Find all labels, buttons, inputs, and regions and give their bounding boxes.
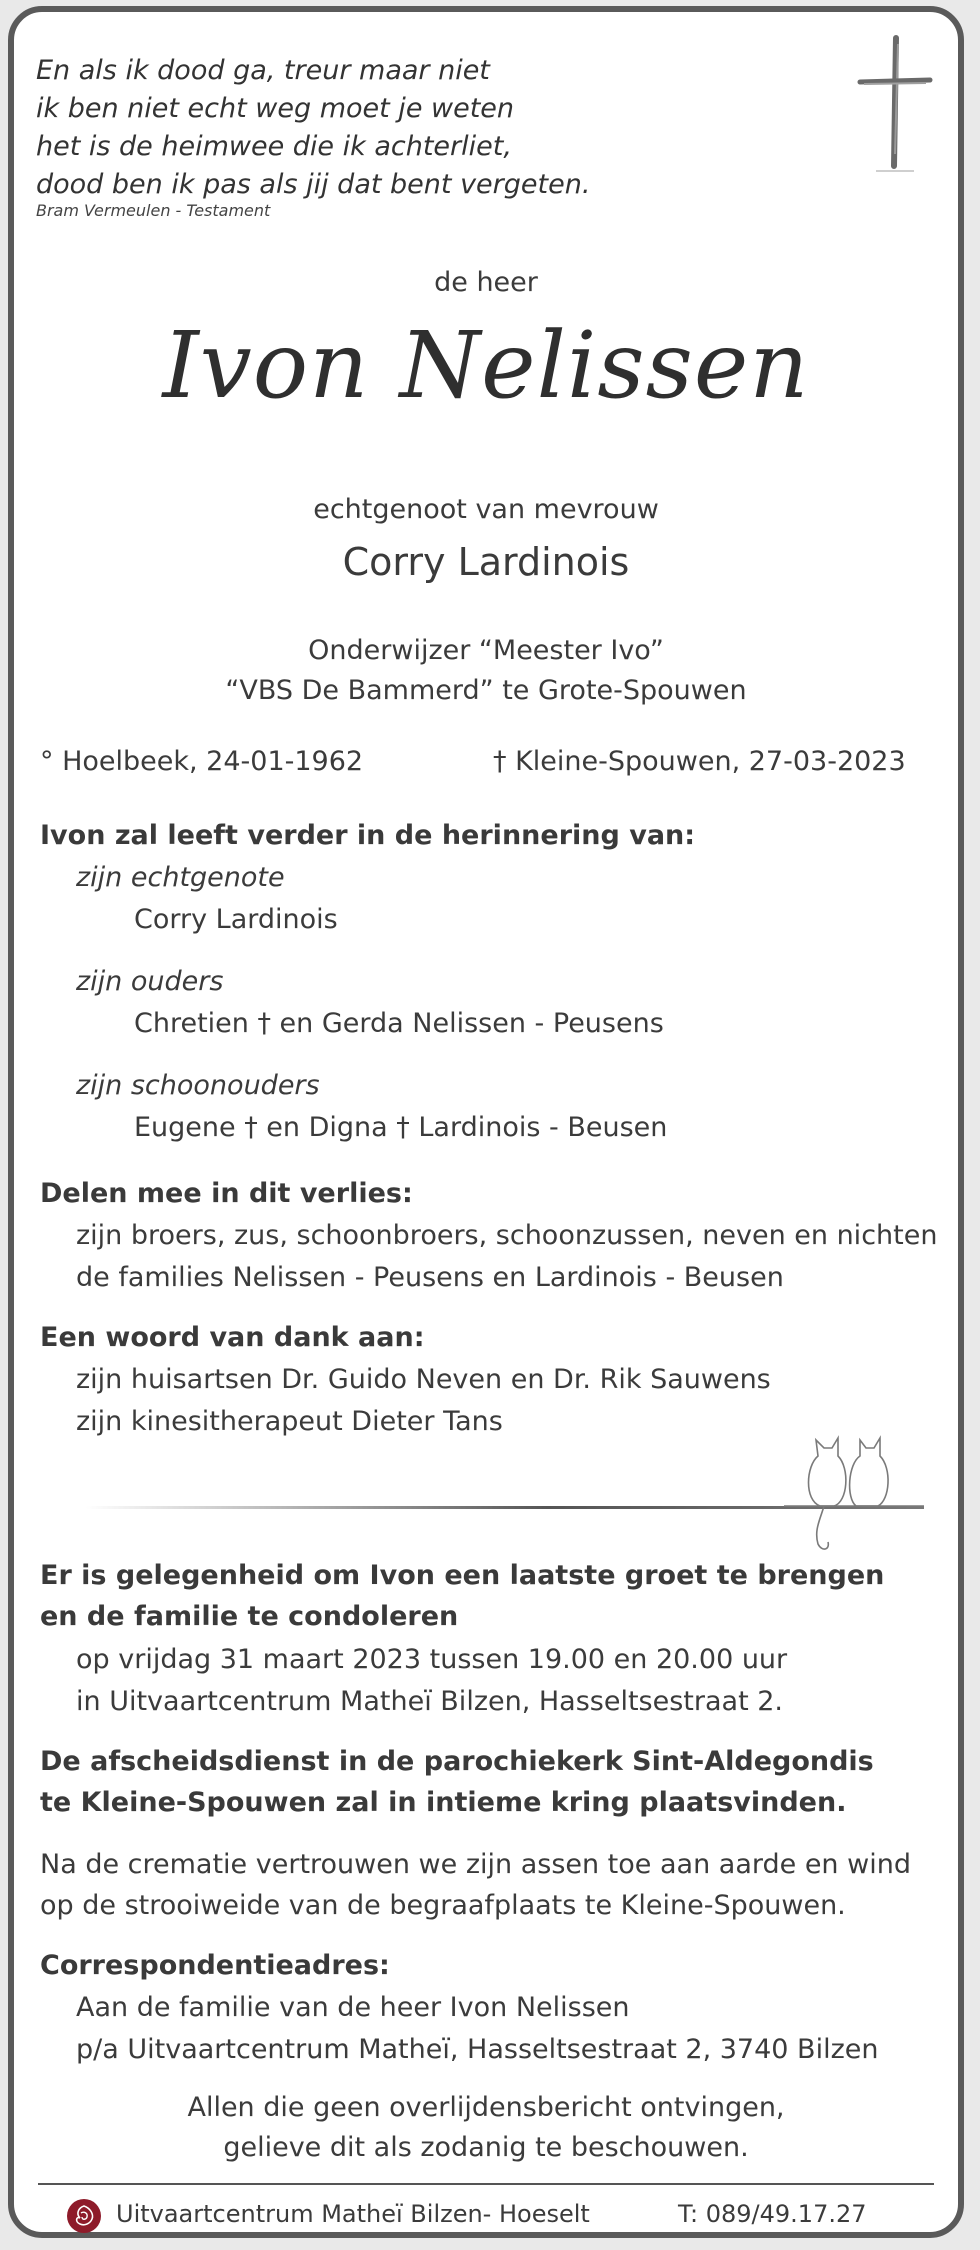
share-line: de families Nelissen - Peusens en Lardinois - Beusen <box>76 1262 784 1293</box>
spouse-name: Corry Lardinois <box>342 540 630 584</box>
visitation-heading: Er is gelegenheid om Ivon een laatste groet te brengen <box>40 1560 885 1591</box>
memory-role: zijn schoonouders <box>76 1070 320 1101</box>
thanks-line: zijn kinesitherapeut Dieter Tans <box>76 1406 503 1437</box>
memory-names: Eugene † en Digna † Lardinois - Beusen <box>134 1112 668 1143</box>
cats-illustration <box>784 1410 924 1560</box>
service-line: te Kleine-Spouwen zal in intieme kring plaatsvinden. <box>40 1787 847 1818</box>
spouse-intro: echtgenoot van mevrouw <box>313 494 659 525</box>
poem-line: En als ik dood ga, treur maar niet <box>36 55 490 86</box>
visitation-heading: en de familie te condoleren <box>40 1601 459 1632</box>
title-prefix: de heer <box>434 267 538 298</box>
poem-line: ik ben niet echt weg moet je weten <box>36 93 515 124</box>
poem <box>36 52 590 204</box>
visitation-line: in Uitvaartcentrum Matheï Bilzen, Hasseltsestraat 2. <box>76 1686 784 1717</box>
poem-line: dood ben ik pas als jij dat bent vergeten. <box>36 169 591 200</box>
occupation-line: “VBS De Bammerd” te Grote-Spouwen <box>225 675 747 706</box>
memory-role: zijn echtgenote <box>76 862 285 893</box>
visitation-line: op vrijdag 31 maart 2023 tussen 19.00 en 20.00 uur <box>76 1644 788 1675</box>
cremation-line: op de strooiweide van de begraafplaats te Kleine-Spouwen. <box>40 1890 846 1921</box>
footer-company: Uitvaartcentrum Matheï Bilzen- Hoeselt <box>116 2200 590 2228</box>
correspondence-line: p/a Uitvaartcentrum Matheï, Hasseltsestraat 2, 3740 Bilzen <box>76 2034 879 2065</box>
cremation-line: Na de crematie vertrouwen we zijn assen toe aan aarde en wind <box>40 1849 911 1880</box>
poem-line: het is de heimwee die ik achterliet, <box>36 131 512 162</box>
thanks-heading: Een woord van dank aan: <box>40 1322 425 1353</box>
service-line: De afscheidsdienst in de parochiekerk Sint-Aldegondis <box>40 1746 874 1777</box>
correspondence-heading: Correspondentieadres: <box>40 1950 390 1981</box>
occupation-line: Onderwijzer “Meester Ivo” <box>308 635 664 666</box>
footer-rule <box>38 2183 934 2185</box>
share-heading: Delen mee in dit verlies: <box>40 1178 413 1209</box>
footer-phone: T: 089/49.17.27 <box>678 2200 867 2228</box>
rose-logo-icon <box>66 2198 102 2234</box>
thanks-line: zijn huisartsen Dr. Guido Neven en Dr. Rik Sauwens <box>76 1364 771 1395</box>
correspondence-line: Aan de familie van de heer Ivon Nelissen <box>76 1992 630 2023</box>
memory-heading: Ivon zal leeft verder in de herinnering van: <box>40 820 696 851</box>
obituary-card <box>8 6 964 2238</box>
closing-line: gelieve dit als zodanig te beschouwen. <box>223 2132 749 2163</box>
death-info: † Kleine-Spouwen, 27-03-2023 <box>493 746 906 777</box>
birth-info: ° Hoelbeek, 24-01-1962 <box>40 746 364 777</box>
poem-source: Bram Vermeulen - Testament <box>36 201 271 220</box>
cross-icon <box>854 34 934 174</box>
share-line: zijn broers, zus, schoonbroers, schoonzussen, neven en nichten <box>76 1220 938 1251</box>
closing-line: Allen die geen overlijdensbericht ontvingen, <box>187 2092 785 2123</box>
memory-names: Corry Lardinois <box>134 904 338 935</box>
memory-names: Chretien † en Gerda Nelissen - Peusens <box>134 1008 664 1039</box>
deceased-name: Ivon Nelissen <box>162 312 810 419</box>
memory-role: zijn ouders <box>76 966 224 997</box>
